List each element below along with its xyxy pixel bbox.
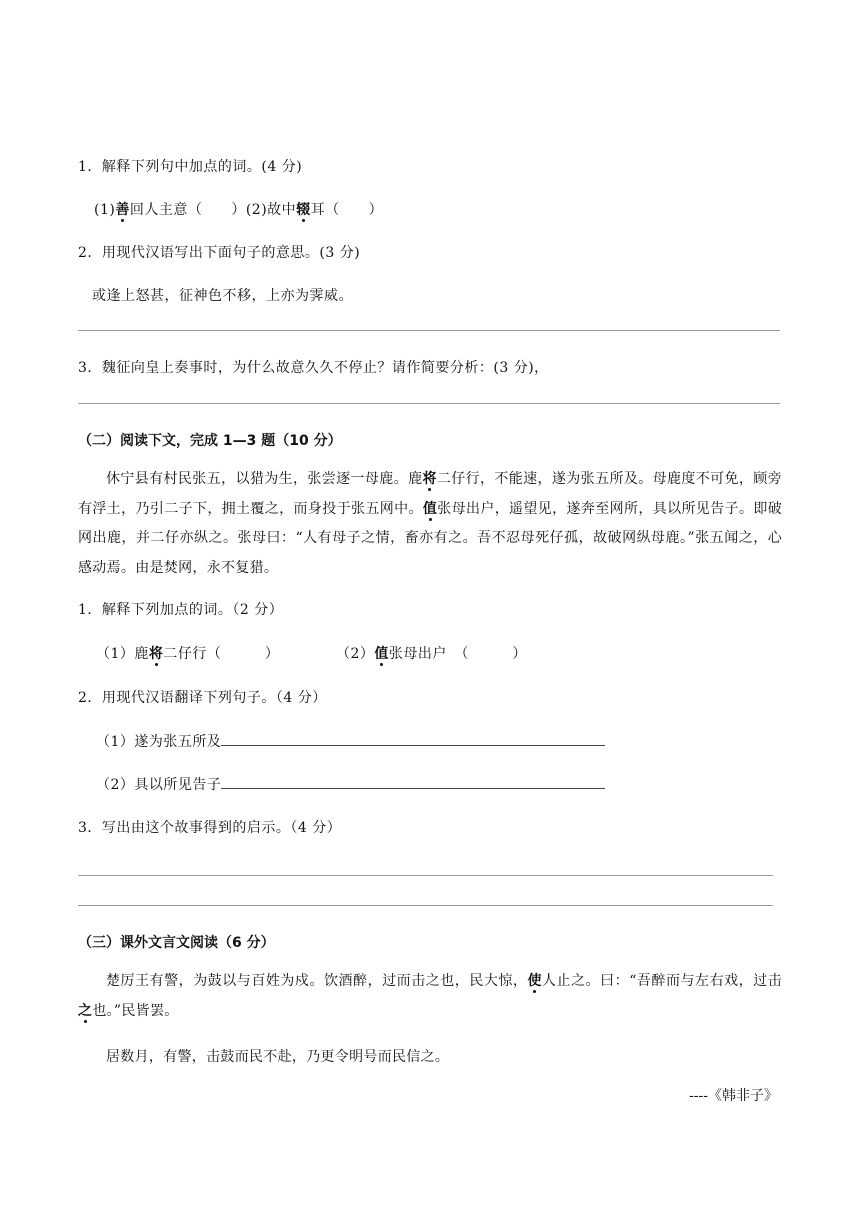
section-3-paragraph-1 xyxy=(78,967,782,1026)
passage-text: 人止之。曰：“吾醉而与左右戏，过击 xyxy=(542,973,783,989)
section-2-q1-item2 xyxy=(336,644,527,664)
section-2-q2-item2 xyxy=(96,775,605,795)
section-3-heading: （三）课外文言文阅读（6 分） xyxy=(78,935,275,951)
dotted-word-shi: 使 xyxy=(527,973,543,989)
answer-line[interactable] xyxy=(78,905,773,906)
item-text: 张母出户 （ ） xyxy=(388,646,527,662)
dotted-word-shan: 善 xyxy=(115,202,130,218)
question-1-items xyxy=(94,200,383,220)
passage-text: 楚厉王有警，为鼓以与百姓为戍。饮酒醉，过而击之也，民大惊， xyxy=(106,973,528,989)
dotted-word-zhi: 值 xyxy=(422,500,438,517)
question-3-title: 3．魏征向皇上奏事时，为什么故意久久不停止？请作简要分析：(3 分)， xyxy=(78,360,549,376)
section-2-question-3-title: 3．写出由这个故事得到的启示。（4 分） xyxy=(78,820,342,836)
item-text: （2）具以所见告子 xyxy=(96,777,222,793)
item-text: 二仔行（ ） xyxy=(163,646,280,662)
dotted-word-zhi: 值 xyxy=(374,646,389,662)
answer-blank[interactable] xyxy=(221,788,605,789)
item-text: （2） xyxy=(336,646,375,662)
section-2-q2-item1 xyxy=(96,732,605,752)
dotted-word-chuo: 辍 xyxy=(296,202,311,218)
passage-text: 二仔行，不能速，遂为张五所及。母鹿度不可免，顾旁有浮土，乃引二子下，拥土覆之，而身投于张五网中。 xyxy=(78,471,782,517)
answer-line[interactable] xyxy=(78,403,780,404)
question-2-sentence: 或逢上怒甚，征神色不移，上亦为霁威。 xyxy=(92,288,353,304)
section-2-q1-item1 xyxy=(96,644,279,664)
section-2-question-1-title: 1．解释下列加点的词。（2 分） xyxy=(78,602,284,618)
dotted-word-jiang: 将 xyxy=(422,471,437,487)
passage-text: 张母出户，遥望见，遂奔至网所，具以所见告子。即破网出鹿，并二仔亦纵之。张母曰：“人有母子之情，畜亦有之。吾不忍母死仔孤，故破网纵母鹿。”张五闻之，心感动焉。由是焚网，永不复猎。 xyxy=(78,500,782,576)
section-3-paragraph-2: 居数月，有警，击鼓而民不赴，乃更令明号而民信之。 xyxy=(106,1049,450,1065)
answer-line[interactable] xyxy=(78,330,780,331)
question-2-title: 2．用现代汉语写出下面句子的意思。(3 分) xyxy=(78,245,361,261)
dotted-word-zhi-2: 之 xyxy=(78,1002,93,1019)
q1-item2-text: 耳（ ） xyxy=(310,202,384,218)
section-2-passage xyxy=(78,465,782,583)
section-2-heading: （二）阅读下文，完成 1—3 题（10 分） xyxy=(78,433,342,449)
passage-text: 休宁县有村民张五，以猎为生，张尝逐一母鹿。鹿 xyxy=(106,471,423,487)
answer-blank[interactable] xyxy=(221,745,605,746)
section-2-question-2-title: 2．用现代汉语翻译下列句子。（4 分） xyxy=(78,690,327,706)
q1-item1-prefix: (1) xyxy=(94,202,116,218)
item-text: （1）鹿 xyxy=(96,646,149,662)
passage-text: 也。”民皆罢。 xyxy=(92,1002,179,1019)
source-attribution: ----《韩非子》 xyxy=(689,1088,778,1104)
dotted-word-jiang: 将 xyxy=(148,646,164,662)
question-1-title: 1．解释下列句中加点的词。(4 分) xyxy=(78,159,303,175)
answer-line[interactable] xyxy=(78,875,773,876)
item-text: （1）遂为张五所及 xyxy=(96,734,222,750)
q1-item1-text: 回人主意（ ）(2)故中 xyxy=(129,202,297,218)
